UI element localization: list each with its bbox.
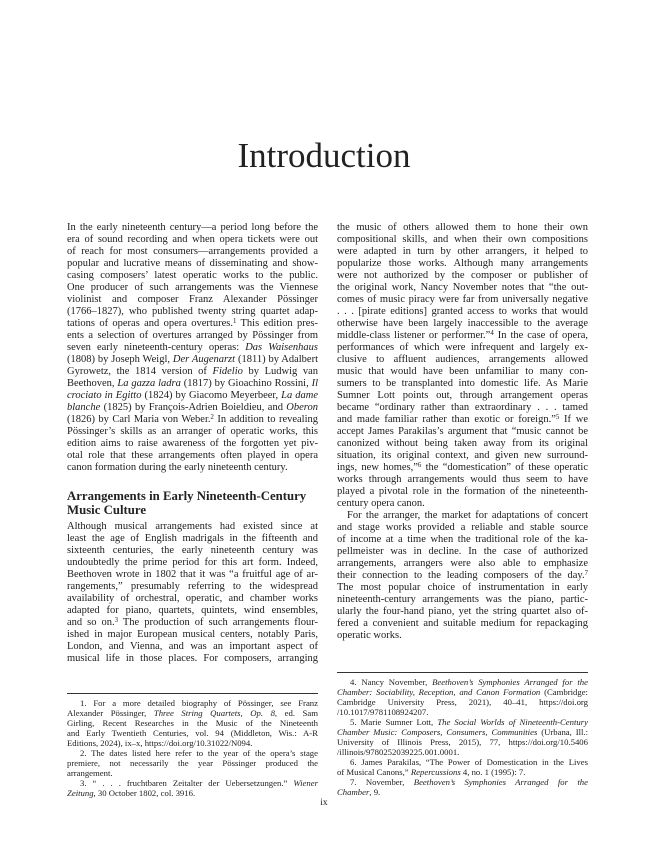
text-line [337, 474, 588, 486]
text-run: undoubtedly the prime period for this art form. Indeed, [67, 557, 318, 568]
text-run: Girling, Recent Researches in the Music of the Nineteenth [67, 718, 318, 728]
text-line [337, 282, 588, 294]
italic-title: Der Augenarzt [172, 354, 236, 365]
footnote [67, 778, 318, 798]
text-line [67, 258, 318, 270]
paragraph [337, 222, 588, 510]
text-line [337, 246, 588, 258]
text-run: sixteenth centuries, the early nineteenth century was [67, 545, 318, 556]
section-heading-line: Music Culture [67, 502, 147, 517]
footnote-marker: 4 [490, 329, 494, 337]
text-run: performances of which were infrequent and largely ex- [337, 342, 588, 353]
text-run: The production of such arrangements flour- [118, 617, 319, 628]
text-line [67, 294, 318, 306]
text-line [337, 258, 588, 270]
text-line [337, 737, 588, 747]
text-run: of reach for most consumers—arrangements provided a [67, 246, 318, 257]
text-run: /10.1017/9781108924207. [337, 707, 429, 717]
text-run: , ed. Sam [274, 708, 318, 718]
text-line [337, 486, 588, 498]
text-run: popularize those works. Although many arrangements [337, 258, 588, 269]
italic-title: Chamber: Sociability, Reception, and Canon Formation [337, 687, 541, 697]
text-line [67, 402, 318, 414]
italic-title: Fidelio [212, 366, 243, 377]
text-run: 3. “ . . . fruchtbaren Zeitalter der Uebersetzungen.” [80, 778, 294, 788]
text-run: violinist and composer Franz Alexander Pössinger [67, 294, 318, 305]
text-run: by Ludwig van [242, 366, 318, 377]
text-run: their connection to the leading composers of the day. [337, 570, 585, 581]
right-footnotes [337, 677, 588, 797]
text-line [337, 354, 588, 366]
text-run: middle-class listener or performer.” [337, 330, 491, 341]
text-line [337, 707, 588, 717]
text-run: accept James Parakilas’s argument that “music cannot be [337, 426, 588, 437]
text-line [337, 534, 588, 546]
text-line [337, 787, 588, 797]
text-run: 7. November, [350, 777, 414, 787]
text-run: One producer of such arrangements was the Viennese [67, 282, 318, 293]
text-run: University of Illinois Press, 2015), 77, https://doi.org/10.5406 [337, 737, 588, 747]
left-column-body [67, 222, 318, 474]
paragraph [67, 222, 318, 474]
text-line [67, 378, 318, 390]
text-run: adapted for piano, quartets, quintets, wind ensembles, [67, 605, 318, 616]
text-run: ings, new homes,” [337, 462, 418, 473]
text-run: tations of operas and opera overtures. [67, 318, 233, 329]
text-run: (Cambridge: [540, 687, 588, 697]
text-run: (1824) by Giacomo Meyerbeer, [141, 390, 282, 401]
italic-title: Beethoven’s Symphonies Arranged for the [432, 677, 588, 687]
text-run: were not authorized by the composer or publisher of [337, 270, 588, 281]
footnote-marker: 7 [584, 569, 588, 577]
text-run: premiere, not necessarily the year Pössinger produced the [67, 758, 318, 768]
italic-title: The Social Worlds of Nineteenth-Century [437, 717, 588, 727]
italic-title: Das Waisenhaus [245, 342, 318, 353]
footnote-marker: 3 [114, 616, 119, 624]
text-line [337, 594, 588, 606]
text-line [337, 234, 588, 246]
text-run: ularly the four-hand piano, yet the string quartet also of- [337, 606, 588, 617]
text-run: seven early nineteenth-century operas: [67, 342, 246, 353]
text-line [67, 768, 318, 778]
text-run: In addition to revealing [213, 414, 319, 425]
text-run: Pössinger’s skills as an arranger of operatic works, this [67, 426, 318, 437]
footnote [337, 757, 588, 777]
text-line [67, 581, 318, 593]
footnote [337, 777, 588, 797]
italic-title: Repercussions [410, 767, 461, 777]
text-line [337, 697, 588, 707]
text-line [337, 306, 588, 318]
text-run: rangements,” presumably referring to the widespread [67, 581, 318, 592]
text-line [337, 330, 588, 342]
left-column-body-section [67, 521, 318, 665]
footnote [337, 677, 588, 717]
italic-title: La gazza ladra [117, 378, 181, 389]
text-run: least the age of English madrigals in the fifteenth and [67, 533, 318, 544]
text-line [337, 342, 588, 354]
text-line [337, 390, 588, 402]
text-run: the music of others allowed them to hone their own [337, 222, 588, 233]
footnote [337, 717, 588, 757]
text-line [337, 366, 588, 378]
text-run: comes of music piracy were far from universally negative [337, 294, 588, 305]
text-run: In the early nineteenth century—a period long before the [67, 222, 318, 233]
text-run: canonized without being taken away from its original [337, 438, 588, 449]
text-run: works through arrangements would thus seem to have [337, 474, 588, 485]
text-run: became “ordinary rather than extraordinary . . . tamed [337, 402, 588, 413]
text-run: otal role that these arrangements often played in opera [67, 450, 318, 461]
text-line [67, 788, 318, 798]
text-line [67, 653, 318, 665]
text-line [337, 438, 588, 450]
text-line [67, 366, 318, 378]
text-line [337, 378, 588, 390]
text-run: 1. For a more detailed biography of Pössinger, see Franz [80, 698, 318, 708]
text-line [67, 629, 318, 641]
text-line [67, 593, 318, 605]
text-run: canon formation during the early nineteenth century. [67, 462, 288, 473]
text-run: Although musical arrangements had existed since at [67, 521, 318, 532]
text-run: fered a convenient and suitable medium for repackaging [337, 618, 588, 629]
italic-title: Il [311, 378, 318, 389]
text-run: In the case of opera, [493, 330, 588, 341]
section-heading-line: Arrangements in Early Nineteenth-Century [67, 489, 307, 503]
text-line [67, 748, 318, 758]
text-run: If we [559, 414, 588, 425]
text-run: 6. James Parakilas, “The Power of Domestication in the Lives [350, 757, 588, 767]
text-run: (1808) by Joseph Weigl, [67, 354, 173, 365]
italic-title: Chamber Music: Composers, Consumers, Communities [337, 727, 538, 737]
text-run: For the arranger, the market for adaptations of concert [347, 510, 588, 521]
text-run: Beethoven, [67, 378, 118, 389]
text-run: played a pivotal role in the formation of the nineteenth- [337, 486, 588, 497]
text-run: . . . [pirate editions] granted access to works that would [337, 306, 588, 317]
text-run: availability of orchestral, operatic, and chamber works [67, 593, 318, 604]
text-line [67, 698, 318, 708]
footnote-divider [67, 693, 318, 694]
text-run: otherwise have been largely inaccessible to the average [337, 318, 588, 329]
text-line [337, 546, 588, 558]
text-line [67, 462, 318, 474]
text-line [337, 717, 588, 727]
text-run: were adapted in turn by other arrangers, it helped to [337, 246, 588, 257]
text-run: and Early Twentieth Centuries, vol. 94 (Middleton, Wis.: A-R [67, 728, 318, 738]
text-run: ished in major European musical centers, notably Paris, [67, 629, 318, 640]
text-line [337, 510, 588, 522]
left-footnotes [67, 698, 318, 798]
text-line [67, 306, 318, 318]
text-line [337, 606, 588, 618]
text-line [67, 617, 318, 629]
text-run: situation, its original context, and given new surround- [337, 450, 588, 461]
footnote [67, 748, 318, 778]
text-line [67, 330, 318, 342]
text-run: London, and Vienna, and was an important aspect of [67, 641, 318, 652]
text-line [67, 234, 318, 246]
text-line [337, 558, 588, 570]
text-run: popular and lucrative means of disseminating and show- [67, 258, 318, 269]
text-line [337, 498, 588, 510]
text-run: 5. Marie Sumner Lott, [350, 717, 438, 727]
text-run: the original work, Nancy November notes that “the out- [337, 282, 588, 293]
footnote-divider [337, 672, 588, 673]
text-run: (1766–1827), who published twenty string quartet adap- [67, 306, 318, 317]
text-line [337, 450, 588, 462]
text-run: arrangement. [67, 768, 113, 778]
text-run: century opera canon. [337, 498, 425, 509]
italic-title: Wiener [293, 778, 318, 788]
text-run: Alexander Pössinger, [67, 708, 154, 718]
text-line [67, 545, 318, 557]
text-line [67, 533, 318, 545]
italic-title: Zeitung [67, 788, 94, 798]
footnote [67, 698, 318, 748]
text-run: Cambridge University Press, 2021), 40–41, https://doi.org [337, 697, 588, 707]
text-line [67, 728, 318, 738]
text-line [337, 570, 588, 582]
text-run: nineteenth-century arrangements was the piano, partic- [337, 594, 588, 605]
footnote-marker: 2 [210, 413, 214, 421]
text-line [337, 767, 588, 777]
text-run: This edition pres- [236, 318, 318, 329]
text-run: music that would have been unfamiliar to many con- [337, 366, 588, 377]
text-line [67, 557, 318, 569]
text-run: (Urbana, Ill.: [537, 727, 588, 737]
text-line [337, 757, 588, 767]
text-run: and stage works provided a reliable and stable source [337, 522, 588, 533]
text-line [67, 270, 318, 282]
text-line [337, 426, 588, 438]
text-run: and made familiar rather than exotic or foreign.” [337, 414, 556, 425]
text-line [67, 246, 318, 258]
text-run: era of sound recording and when opera tickets were out [67, 234, 318, 245]
text-run: (1826) by Carl Maria von Weber. [67, 414, 211, 425]
text-line [67, 718, 318, 728]
italic-title: crociato in Egitto [67, 390, 142, 401]
text-line [337, 727, 588, 737]
text-line [337, 414, 588, 426]
text-line [337, 582, 588, 594]
text-run: , 9. [369, 787, 381, 797]
italic-title: La dame [281, 390, 318, 401]
text-line [67, 569, 318, 581]
text-run: and so on. [67, 617, 115, 628]
text-line [67, 390, 318, 402]
footnote-marker: 5 [555, 413, 560, 421]
text-run: Gyrowetz, the 1814 version of [67, 366, 213, 377]
text-run: arrangements, arrangers were also able to emphasize [337, 558, 588, 569]
text-run: operatic works. [337, 630, 402, 641]
text-run: clusive to affluent audiences, arrangements allowed [337, 354, 588, 365]
text-run: 2. The dates listed here refer to the year of the opera’s stage [80, 748, 318, 758]
italic-title: blanche [67, 402, 101, 413]
text-run: , 30 October 1802, col. 3916. [93, 788, 196, 798]
text-run: sumers to be transplanted into domestic life. As Marie [337, 378, 588, 389]
italic-title: Oberon [286, 402, 318, 413]
text-line [67, 342, 318, 354]
text-run: the “domestication” of these operatic [421, 462, 588, 473]
text-line [337, 677, 588, 687]
text-line [67, 641, 318, 653]
italic-title: Beethoven’s Symphonies Arranged for the [413, 777, 588, 787]
text-line [67, 414, 318, 426]
text-line [337, 270, 588, 282]
section-heading [67, 490, 318, 517]
text-line [67, 521, 318, 533]
text-line [67, 222, 318, 234]
footnote-marker: 6 [417, 461, 422, 469]
paragraph [67, 521, 318, 665]
text-run: of income at a time when the traditional role of the ka- [337, 534, 588, 545]
text-run: Beethoven wrote in 1802 that it was “a fruitful age of ar- [67, 569, 318, 580]
text-line [337, 618, 588, 630]
text-line [67, 318, 318, 330]
text-run: pellmeister was in decline. In the case of authorized [337, 546, 588, 557]
text-run: (1825) by François-Adrien Boieldieu, and [100, 402, 287, 413]
text-line [337, 522, 588, 534]
text-line [67, 450, 318, 462]
text-line [67, 282, 318, 294]
text-run: 4. Nancy November, [350, 677, 433, 687]
text-line [337, 402, 588, 414]
text-run: Editions, 2024), ix–x, https://doi.org/10.31022/N094. [67, 738, 253, 748]
text-line [67, 438, 318, 450]
right-column-body [337, 222, 588, 642]
text-run: (1811) by Adalbert [235, 354, 318, 365]
text-run: musical life in those places. For composers, arranging [67, 653, 318, 664]
text-run: Sumner Lott points out, through arrangement operas [337, 390, 588, 401]
text-line [67, 426, 318, 438]
text-run: The most popular choice of instrumentation in early [337, 582, 588, 593]
text-line [67, 605, 318, 617]
text-run: compositional skills, and when their own compositions [337, 234, 588, 245]
text-line [67, 708, 318, 718]
text-run: 4, no. 1 (1995): 7. [460, 767, 526, 777]
text-line [337, 294, 588, 306]
text-run: (1817) by Gioachino Rossini, [180, 378, 312, 389]
italic-title: Three String Quartets, Op. 8 [153, 708, 275, 718]
text-line [337, 777, 588, 787]
text-run: ents a selection of overtures arranged by Pössinger from [67, 330, 318, 341]
text-run: /illinois/9780252039225.001.0001. [337, 747, 460, 757]
text-run: casing composers’ latest operatic works to the public. [67, 270, 318, 281]
text-line [337, 462, 588, 474]
text-line [67, 758, 318, 768]
text-line [337, 222, 588, 234]
page-title: Introduction [237, 136, 411, 175]
text-line [337, 318, 588, 330]
text-line [337, 630, 588, 642]
italic-title: Chamber [337, 787, 370, 797]
footnote-marker: 1 [232, 317, 237, 325]
page-number: ix [320, 798, 328, 808]
text-line [67, 738, 318, 748]
text-line [337, 687, 588, 697]
text-line [67, 778, 318, 788]
text-line [67, 354, 318, 366]
paragraph [337, 510, 588, 642]
text-run: edition aims to raise awareness of the forgotten yet piv- [67, 438, 318, 449]
text-run: of Musical Canons,” [337, 767, 411, 777]
text-line [337, 747, 588, 757]
